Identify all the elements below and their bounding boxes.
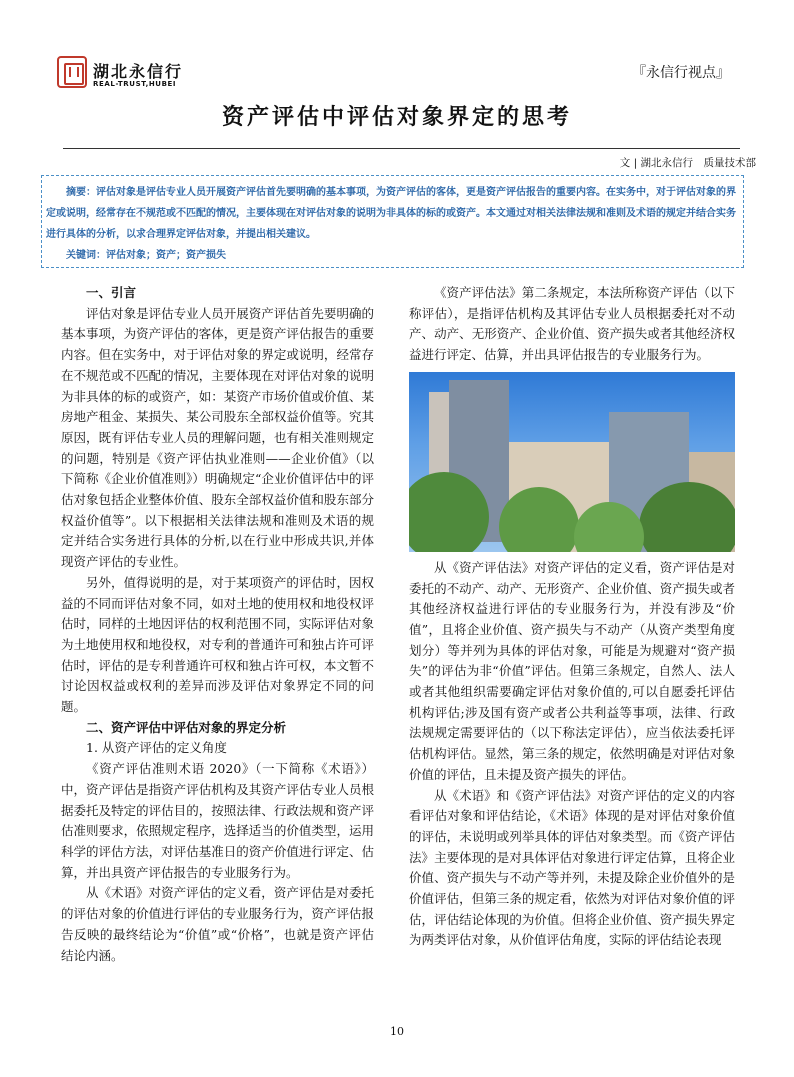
paragraph: 另外，值得说明的是，对于某项资产的评估时，因权益的不同而评估对象不同，如对土地的使用权和地役权评估时，同样的土地因评估的权利范围不同，实际评估对象为土地使用权和地役权，对专利的普通许可和独占许可评估时，评估的是专利普通许可权和独占许可权，本文暂不讨论因权益或权利的差异而涉及评估对象界定不同的问题。 xyxy=(61,574,374,715)
paragraph: 从《术语》对资产评估的定义看，资产评估是对委托的评估对象的价值进行评估的专业服务行为，资产评估报告反映的最终结论为“价值”或“价格”，也就是资产评估结论内涵。 xyxy=(61,885,374,963)
paragraph: 《资产评估法》第二条规定，本法所称资产评估（以下称评估），是指评估机构及其评估专业人员根据委托对不动产、动产、无形资产、企业价值、资产损失或者其他经济权益进行评定、估算，并出具评估报告的专业服务行为。 xyxy=(409,285,735,363)
paragraph: 《资产评估准则术语 2020》（一下简称《术语》）中，资产评估是指资产评估机构及其资产评估专业人员根据委托及特定的评估目的，按照法律、行政法规和资产评估准则要求，依照规定程序，选择适当的价值类型，运用科学的评估方法，对评估基准日的资产价值进行评定、估算，并出具资产评估报告的专业服务行为。 xyxy=(61,761,374,880)
abstract-box xyxy=(41,175,744,268)
logo-english-name: REAL-TRUST,HUBEI xyxy=(93,80,177,88)
paragraph: 从《术语》和《资产评估法》对资产评估的定义的内容看评估对象和评估结论，《术语》体现的是对评估对象价值的评估，未说明或列举具体的评估对象类型。而《资产评估法》主要体现的是对具体评估对象进行评定估算，且将企业价值、资产损失与不动产等并列，未提及除企业价值外的是价值评估，但第三条的规定看，依然为对评估对象价值的评估，评估结论体现的为价值。但将企业价值、资产损失界定为两类评估对象，从价值评估角度，实际的评估结论表现 xyxy=(409,787,735,948)
section-heading-intro: 一、引言 xyxy=(86,285,137,300)
column-tag: 『永信行视点』 xyxy=(632,65,730,81)
paragraph: 评估对象是评估专业人员开展资产评估首先要明确的基本事项，为资产评估的客体，更是资产评估报告的重要内容。但在实务中，对于评估对象的界定或说明，经常存在不规范或不匹配的情况，主要体现在对评估对象的说明为非具体的标的或资产，如：某资产市场价值或价值、某房地产租金、某损失、某公司股东全部权益价值等。究其原因，既有评估专业人员的理解问题，也有相关准则规定的问题，特别是《资产评估执业准则——企业价值》（以下简称《企业价值准则》）明确规定“企业价值评估中的评估对象包括企业整体价值、股东全部权益价值和股东部分权益价值等”。以下根据相关法律法规和准则及术语的规定并结合实务进行具体的分析,以在行业中形成共识,并体现资产评估的专业性。 xyxy=(61,305,374,570)
keywords: 关键词：评估对象；资产；资产损失 xyxy=(66,250,226,261)
seal-icon xyxy=(57,56,87,88)
page-number: 10 xyxy=(390,1025,404,1038)
section-heading-analysis: 二、资产评估中评估对象的界定分析 xyxy=(86,719,287,735)
abstract-text: 摘要：评估对象是评估专业人员开展资产评估首先要明确的基本事项，为资产评估的客体，更是资产评估报告的重要内容。在实务中，对于评估对象的界定或说明，经常存在不规范或不匹配的情况，主要体现在对评估对象的说明为非具体的标的或资产。本文通过对相关法律法规和准则及术语的规定并结合实务进行具体的分析，以求合理界定评估对象，并提出相关建议。 xyxy=(46,187,736,240)
article-title: 资产评估中评估对象界定的思考 xyxy=(221,104,572,130)
byline: 文 | 湖北永信行 质量技术部 xyxy=(619,157,756,169)
company-logo xyxy=(57,56,217,96)
building-photo xyxy=(409,372,735,552)
right-column xyxy=(409,283,735,951)
paragraph: 从《资产评估法》对资产评估的定义看，资产评估是对委托的不动产、动产、无形资产、企业价值、资产损失或者其他经济权益进行评估的专业服务行为，并没有涉及“价值”，且将企业价值、资产损失与不动产（从资产类型角度划分）等并列为具体的评估对象，可能是为规避对“资产损失”的评估为非“价值”评估。但第三条规定，自然人、法人或者其他组织需要确定评估对象价值的,可以自愿委托评估机构评估;涉及国有资产或者公共利益等事项，法律、行政法规规定需要评估的（以下称法定评估），应当依法委托评估机构评估。显然，第三条的规定，依然明确是对评估对象价值的评估，且未提及资产损失的评估。 xyxy=(409,559,735,782)
header-divider xyxy=(63,148,740,149)
logo-chinese-name: 湖北永信行 xyxy=(93,62,184,81)
left-column xyxy=(61,283,374,966)
subsection-heading: 1. 从资产评估的定义角度 xyxy=(86,740,227,756)
